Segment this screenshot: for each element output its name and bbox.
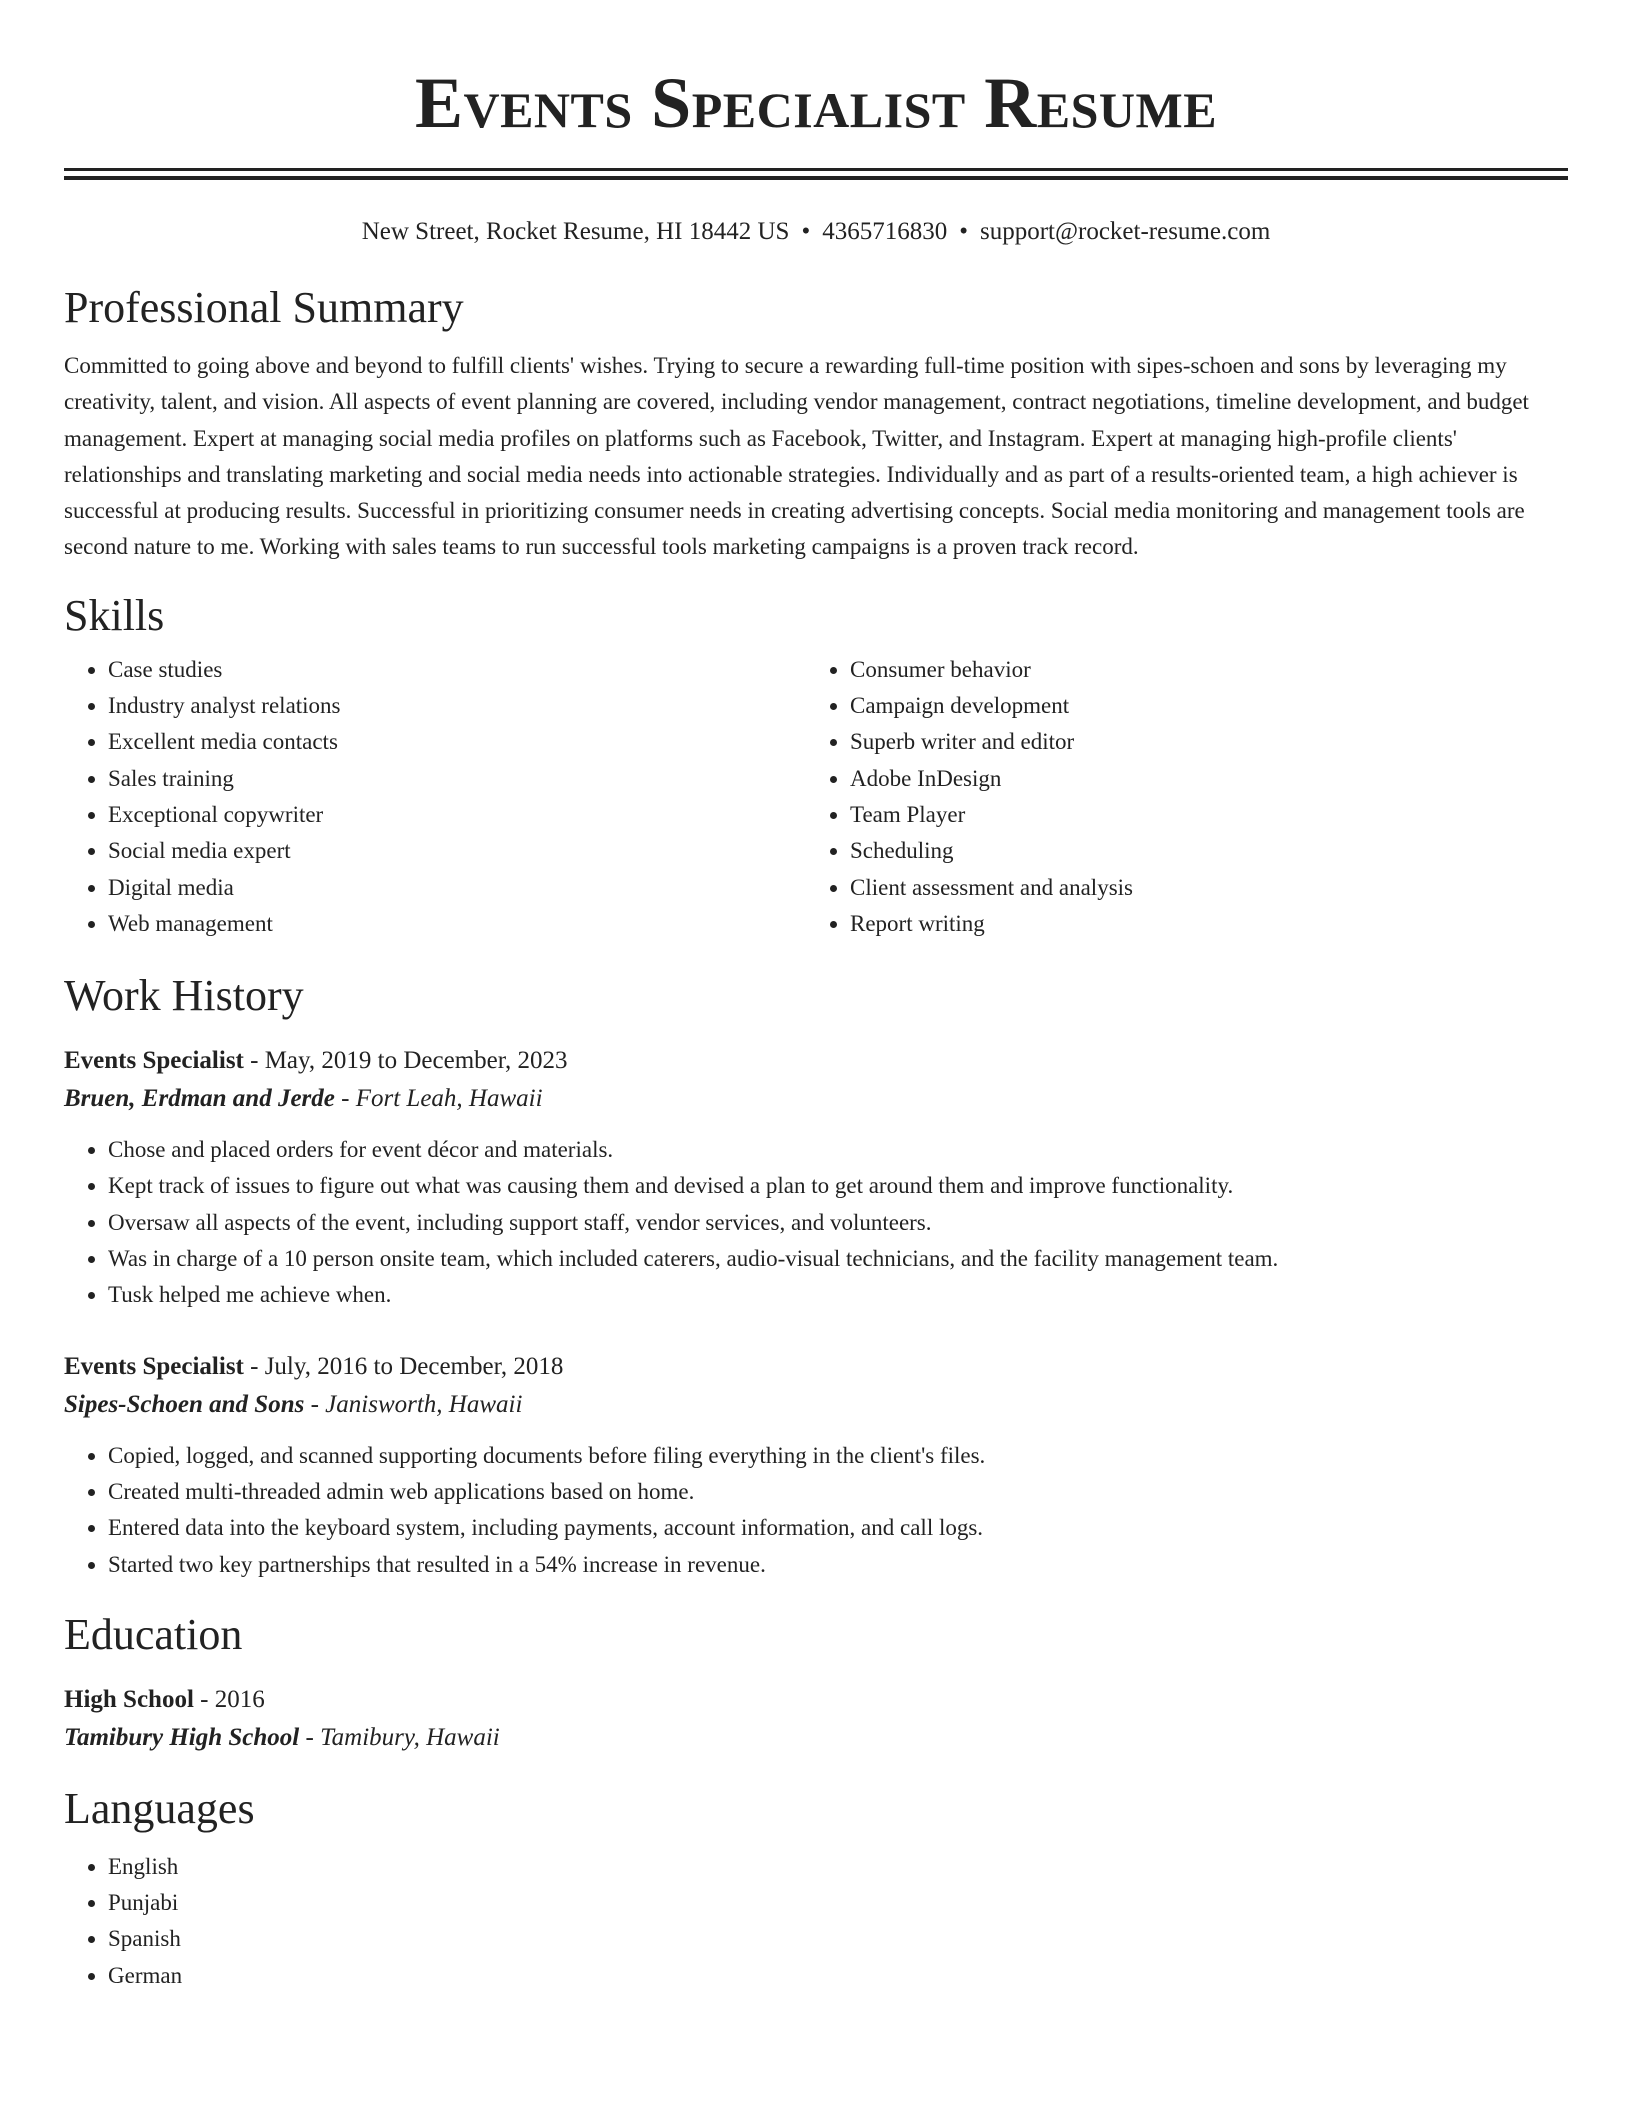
skills-heading: Skills (64, 590, 165, 640)
responsibility-item: • Kept track of issues to figure out what was causing them and devised a plan to get around them and improve functionality. (108, 1168, 1568, 1204)
job-title: Events Specialist (64, 1047, 244, 1075)
skill-item: • Excellent media contacts (108, 724, 806, 760)
contact-email: support@rocket-resume.com (979, 218, 1271, 245)
language-item: • German (108, 1958, 1568, 1994)
skill-item: • Adobe InDesign (850, 761, 1548, 797)
skill-item: • Social media expert (108, 833, 806, 869)
school-name: Tamibury High School (64, 1723, 300, 1751)
degree-year: - 2016 (193, 1685, 265, 1713)
summary-text: Committed to going above and beyond to fulfill clients' wishes. Trying to secure a rewarding full-time position with sipes-schoen and sons by leveraging my creativity, talent, and vision. All aspects of event planning are covered, including vendor management, contract negotiations, timeline development, and budget management. Expert at managing social media profiles on platforms such as Facebook, Twitter, and Instagram. Expert at managing high-profile clients' relationships and translating marketing and social media needs into actionable strategies. Individually and as part of a results-oriented team, a high achiever is successful at producing results. Successful in prioritizing consumer needs in creating advertising concepts. Social media monitoring and management tools are second nature to me. Working with sales teams to run successful tools marketing campaigns is a proven track record. (64, 353, 1529, 560)
skill-item: • Scheduling (850, 833, 1548, 869)
skill-item: • Exceptional copywriter (108, 797, 806, 833)
company-location: - Fort Leah, Hawaii (334, 1085, 543, 1113)
degree-name: High School (64, 1685, 194, 1713)
skill-item: • Client assessment and analysis (850, 870, 1548, 906)
job-responsibilities (64, 1438, 1568, 1583)
job-entry (64, 1042, 1568, 1313)
languages-list (64, 1849, 1568, 1994)
company-location: - Janisworth, Hawaii (304, 1390, 523, 1418)
title-divider (64, 168, 1568, 180)
job-title-line (64, 1348, 1568, 1386)
school-location: - Tamibury, Hawaii (299, 1723, 500, 1751)
skills-list-right (806, 652, 1548, 942)
skill-item: • Industry analyst relations (108, 688, 806, 724)
skill-item: • Case studies (108, 652, 806, 688)
summary-heading: Professional Summary (64, 283, 464, 332)
responsibility-item: • Chose and placed orders for event décor and materials. (108, 1132, 1568, 1168)
skill-item: • Digital media (108, 870, 806, 906)
skill-item: • Report writing (850, 906, 1548, 942)
responsibility-item: • Started two key partnerships that resulted in a 54% increase in revenue. (108, 1547, 1568, 1583)
responsibility-item: • Oversaw all aspects of the event, including support staff, vendor services, and volunteers. (108, 1205, 1568, 1241)
responsibility-item: • Created multi-threaded admin web applications based on home. (108, 1474, 1568, 1510)
degree-line (64, 1681, 1568, 1719)
company-name: Bruen, Erdman and Jerde (64, 1085, 335, 1113)
skill-item: • Superb writer and editor (850, 724, 1548, 760)
skill-item: • Campaign development (850, 688, 1548, 724)
skills-list-left (64, 652, 806, 942)
responsibility-item: • Entered data into the keyboard system, including payments, account information, and call logs. (108, 1510, 1568, 1546)
company-line (64, 1080, 1568, 1118)
job-title: Events Specialist (64, 1352, 244, 1380)
contact-line (64, 216, 1568, 248)
education-heading: Education (64, 1609, 243, 1659)
contact-separator: • (801, 218, 811, 245)
responsibility-item: • Was in charge of a 10 person onsite team, which included caterers, audio-visual technicians, and the facility management team. (108, 1241, 1568, 1277)
languages-heading: Languages (64, 1783, 255, 1833)
responsibility-item: • Copied, logged, and scanned supporting documents before filing everything in the client's files. (108, 1438, 1568, 1474)
company-line (64, 1386, 1568, 1424)
skills-column-left (64, 652, 806, 942)
job-responsibilities (64, 1132, 1568, 1313)
work-history-heading: Work History (64, 971, 304, 1021)
job-dates: - May, 2019 to December, 2023 (243, 1047, 568, 1075)
skill-item: • Web management (108, 906, 806, 942)
language-item: • Punjabi (108, 1885, 1568, 1921)
skill-item: • Consumer behavior (850, 652, 1548, 688)
responsibility-item: • Tusk helped me achieve when. (108, 1277, 1568, 1313)
contact-address: New Street, Rocket Resume, HI 18442 US (361, 218, 790, 245)
skill-item: • Sales training (108, 761, 806, 797)
contact-phone: 4365716830 (822, 218, 948, 245)
job-entry (64, 1348, 1568, 1583)
company-name: Sipes-Schoen and Sons (64, 1390, 305, 1418)
job-dates: - July, 2016 to December, 2018 (243, 1352, 564, 1380)
language-item: • English (108, 1849, 1568, 1885)
skills-column-right (806, 652, 1548, 942)
school-line (64, 1719, 1568, 1757)
resume-title: Events Specialist Resume (414, 63, 1218, 143)
language-item: • Spanish (108, 1921, 1568, 1957)
skill-item: • Team Player (850, 797, 1548, 833)
skills-columns (64, 652, 1568, 942)
resume-page (64, 0, 1568, 1994)
job-title-line (64, 1042, 1568, 1080)
contact-separator: • (959, 218, 968, 245)
